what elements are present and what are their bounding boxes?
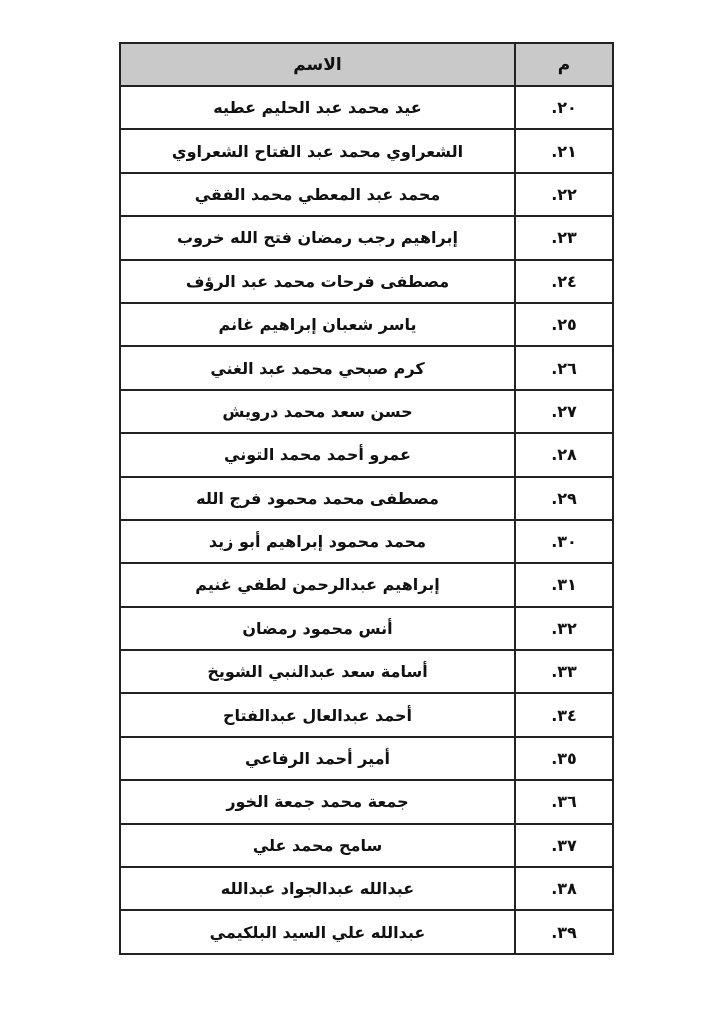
row-number: ٢٠. [515,86,613,129]
header-name: الاسم [120,43,515,86]
table-header-row [120,43,613,86]
row-number: ٢٣. [515,216,613,259]
names-table [119,42,614,955]
row-name: جمعة محمد جمعة الخور [120,780,515,823]
row-name: أمير أحمد الرفاعي [120,737,515,780]
table-row [120,563,613,606]
row-name: إبراهيم رجب رمضان فتح الله خروب [120,216,515,259]
table-row [120,433,613,476]
row-name: كرم صبحي محمد عبد الغني [120,346,515,389]
table-row [120,390,613,433]
row-number: ٣٩. [515,910,613,953]
table-row [120,346,613,389]
row-number: ٣٥. [515,737,613,780]
table-row [120,693,613,736]
row-name: أسامة سعد عبدالنبي الشويخ [120,650,515,693]
row-name: الشعراوي محمد عبد الفتاح الشعراوي [120,129,515,172]
row-number: ٢٤. [515,260,613,303]
row-name: عبدالله علي السيد البلكيمي [120,910,515,953]
table-row [120,173,613,216]
row-name: ياسر شعبان إبراهيم غانم [120,303,515,346]
table-row [120,780,613,823]
row-name: أنس محمود رمضان [120,607,515,650]
table-row [120,737,613,780]
row-number: ٢٥. [515,303,613,346]
table-row [120,867,613,910]
table-row [120,129,613,172]
row-number: ٣٤. [515,693,613,736]
row-name: سامح محمد علي [120,824,515,867]
row-number: ٢٩. [515,477,613,520]
row-number: ٣٣. [515,650,613,693]
header-number: م [515,43,613,86]
table-row [120,477,613,520]
row-number: ٢٨. [515,433,613,476]
table-row [120,650,613,693]
row-number: ٣٠. [515,520,613,563]
table-row [120,910,613,953]
table-row [120,86,613,129]
table-row [120,824,613,867]
row-number: ٣١. [515,563,613,606]
table-row [120,216,613,259]
row-name: مصطفى محمد محمود فرج الله [120,477,515,520]
table-row [120,303,613,346]
row-name: مصطفى فرحات محمد عبد الرؤف [120,260,515,303]
row-name: أحمد عبدالعال عبدالفتاح [120,693,515,736]
row-number: ٢٧. [515,390,613,433]
row-number: ٣٦. [515,780,613,823]
row-name: حسن سعد محمد درويش [120,390,515,433]
row-number: ٢١. [515,129,613,172]
table-body [120,86,613,954]
table-row [120,607,613,650]
row-number: ٢٢. [515,173,613,216]
row-number: ٣٧. [515,824,613,867]
row-number: ٣٨. [515,867,613,910]
row-name: إبراهيم عبدالرحمن لطفي غنيم [120,563,515,606]
row-number: ٢٦. [515,346,613,389]
row-name: محمد عبد المعطي محمد الفقي [120,173,515,216]
row-name: عمرو أحمد محمد التوني [120,433,515,476]
table-row [120,520,613,563]
row-name: محمد محمود إبراهيم أبو زيد [120,520,515,563]
row-number: ٣٢. [515,607,613,650]
table-row [120,260,613,303]
row-name: عيد محمد عبد الحليم عطيه [120,86,515,129]
row-name: عبدالله عبدالجواد عبدالله [120,867,515,910]
